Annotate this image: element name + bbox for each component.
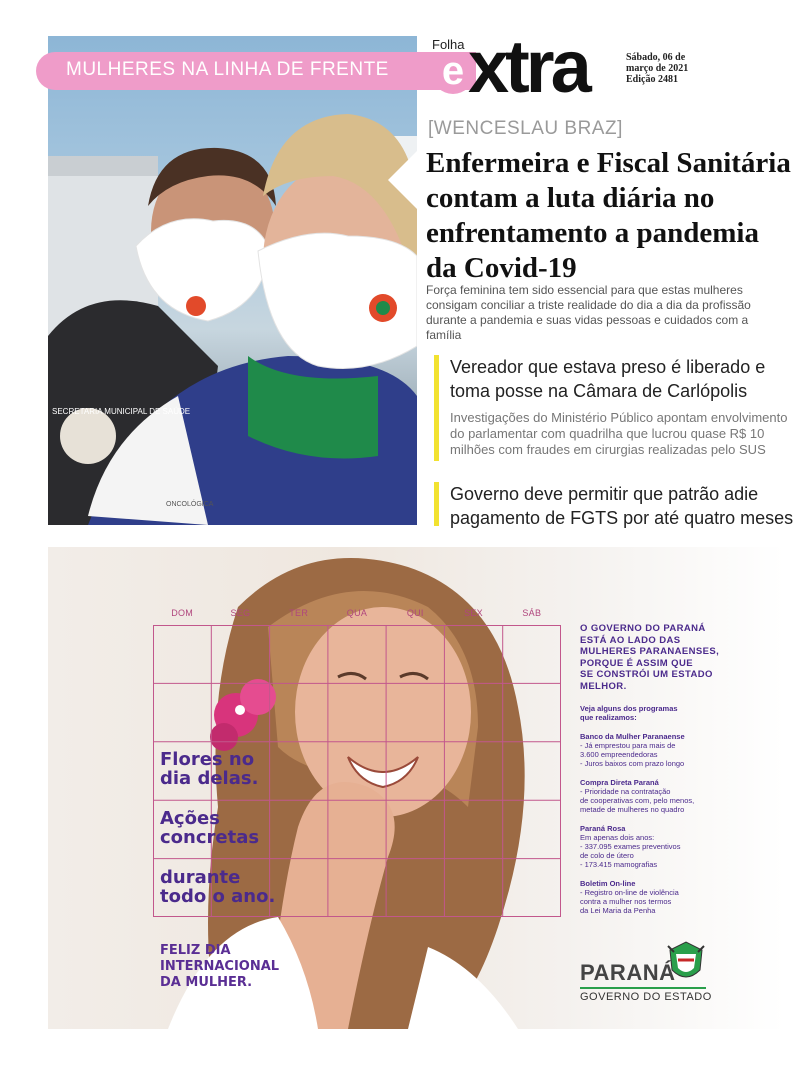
gov-line: O GOVERNO DO PARANÁ xyxy=(580,623,706,634)
slogan-line: Ações xyxy=(160,808,220,829)
program-title: Boletim On-line xyxy=(580,879,636,888)
dateline-edition: Edição 2481 xyxy=(626,74,678,85)
story-accent-bar xyxy=(434,355,439,461)
parana-logo xyxy=(580,961,712,1003)
calendar-weekday-row xyxy=(153,608,561,618)
story-title[interactable]: Vereador que estava preso é liberado e toma posse na Câmara de Carlópolis xyxy=(450,357,766,401)
dateline-date: Sábado, 06 de xyxy=(626,52,686,63)
section-title: MULHERES NA LINHA DE FRENTE xyxy=(66,59,389,80)
sleeve-text: ONCOLÓGICA xyxy=(166,501,214,508)
parana-subtitle: GOVERNO DO ESTADO xyxy=(580,991,712,1003)
parana-wordmark: PARANÁ xyxy=(580,960,676,985)
feliz-dia-message xyxy=(160,943,279,991)
gov-line: MULHERES PARANAENSES, xyxy=(580,646,720,657)
program-title: Compra Direta Paraná xyxy=(580,778,659,787)
program-boletim-online xyxy=(580,879,740,915)
cover-photo xyxy=(48,36,417,525)
story-title[interactable]: Governo deve permitir que patrão adie pagamento de FGTS por até quatro meses xyxy=(450,484,794,528)
program-line: - 173.415 mamografias xyxy=(580,860,658,869)
weekday-label: SEG xyxy=(230,608,251,618)
program-banco-mulher xyxy=(580,732,740,768)
slogan-line: dia delas. xyxy=(160,768,259,789)
slogan-line: Flores no xyxy=(160,749,255,770)
weekday-label: TER xyxy=(289,608,309,618)
main-headline[interactable]: Enfermeira e Fiscal Sanitária contam a luta diária no enfrentamento a pandemia da Covid-19 xyxy=(426,147,791,284)
dateline xyxy=(626,52,688,85)
logo-xtra: xtra xyxy=(468,25,588,108)
gov-statement xyxy=(580,623,740,692)
logo-e-circle: e xyxy=(432,52,474,94)
ad-program-column xyxy=(580,623,740,915)
slogan-durante xyxy=(160,868,275,906)
slogan-line: concretas xyxy=(160,827,260,848)
program-line: - Registro on-line de violência xyxy=(580,888,679,897)
main-lead: Força feminina tem sido essencial para que estas mulheres consigam conciliar a triste realidade do dia a dia da profissão durante a pandemia e suas vidas pessoas e cuidados com a família xyxy=(426,283,751,342)
program-line: de colo de útero xyxy=(580,851,634,860)
photo-notch xyxy=(388,150,418,210)
feliz-line: FELIZ DIA xyxy=(160,943,231,958)
nurses-photo-illustration xyxy=(48,36,417,525)
parana-rule xyxy=(580,987,706,989)
logo-folha: Folha xyxy=(432,37,465,52)
program-line: metade de mulheres no quadro xyxy=(580,805,685,814)
program-line: - Juros baixos com prazo longo xyxy=(580,759,685,768)
program-line: da Lei Maria da Penha xyxy=(580,906,656,915)
weekday-label: DOM xyxy=(171,608,194,618)
feliz-line: INTERNACIONAL xyxy=(160,959,280,974)
program-title: Banco da Mulher Paranaense xyxy=(580,732,685,741)
program-line: - Já emprestou para mais de xyxy=(580,741,676,750)
program-line: de cooperativas com, pelo menos, xyxy=(580,796,695,805)
program-line: Em apenas dois anos: xyxy=(580,833,655,842)
slogan-line: todo o ano. xyxy=(160,886,276,907)
program-compra-direta xyxy=(580,778,740,814)
gov-line: SE CONSTRÓI UM ESTADO xyxy=(580,669,713,680)
slogan-acoes xyxy=(160,809,259,847)
story-body: Investigações do Ministério Público apontam envolvimento do parlamentar com quadrilha que lucrou quase R$ 10 milhões com fraudes em cirurgias realizadas pelo SUS xyxy=(450,410,788,457)
program-line: - 337.095 exames preventivos xyxy=(580,842,681,851)
programs-intro xyxy=(580,704,740,722)
slogan-flores xyxy=(160,750,258,788)
gov-line: ESTÁ AO LADO DAS xyxy=(580,634,681,646)
program-line: contra a mulher nos termos xyxy=(580,897,672,906)
program-title: Paraná Rosa xyxy=(580,824,626,833)
dateline-month: março de 2021 xyxy=(626,63,689,74)
weekday-label: SEX xyxy=(464,608,483,618)
weekday-label: QUI xyxy=(406,608,424,618)
badge-text: SECRETARIA MUNICIPAL DE SAÚDE xyxy=(52,407,191,416)
story-accent-bar xyxy=(434,482,439,526)
government-ad xyxy=(48,547,785,1029)
program-parana-rosa xyxy=(580,824,740,869)
program-line: 3.600 empreendedoras xyxy=(580,750,658,759)
intro-line: Veja alguns dos programas xyxy=(580,704,678,713)
story-kicker: [WENCESLAU BRAZ] xyxy=(428,118,623,139)
section-banner xyxy=(36,52,476,90)
gov-line: PORQUE É ASSIM QUE xyxy=(580,657,693,669)
feliz-line: DA MULHER. xyxy=(160,975,253,990)
gov-line: MELHOR. xyxy=(580,680,627,692)
slogan-line: durante xyxy=(160,867,241,888)
program-line: - Prioridade na contratação xyxy=(580,787,671,796)
intro-line: que realizamos: xyxy=(580,713,637,722)
weekday-label: SÁB xyxy=(522,608,542,618)
weekday-label: QUA xyxy=(346,608,368,618)
